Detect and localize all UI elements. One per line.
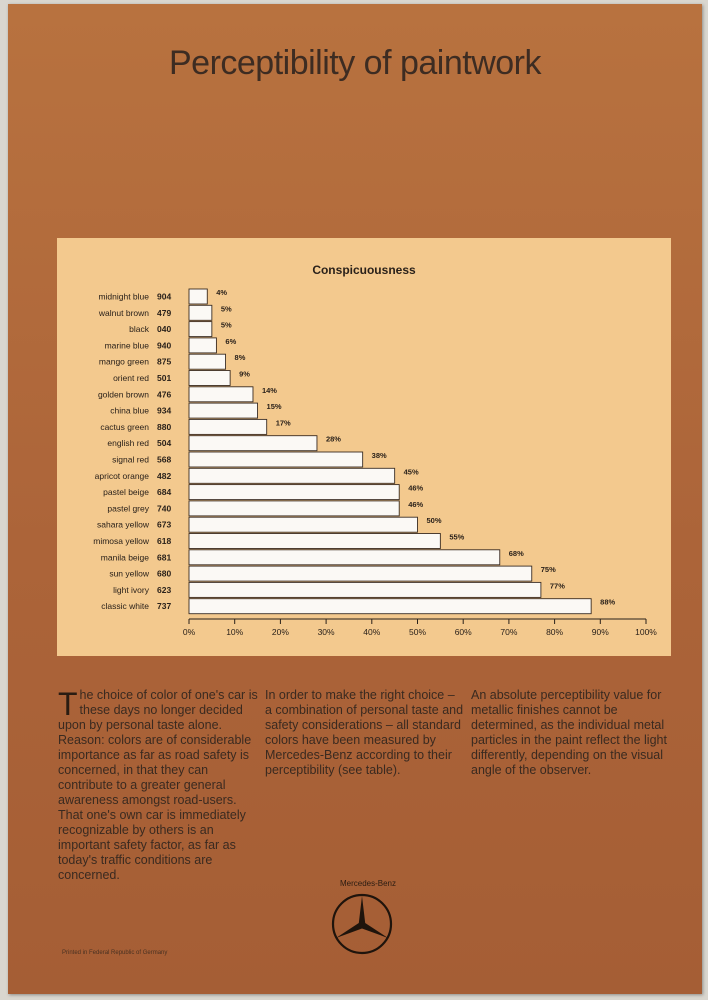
body-text-column-3 (471, 688, 671, 778)
color-code: 501 (157, 373, 172, 383)
value-label: 55% (449, 532, 465, 542)
body-text-2: In order to make the right choice – a combination of personal taste and safety considerations – all standard colors have been measured by Mercedes-Benz according to their perceptibility (see table). (265, 688, 464, 777)
bar (189, 354, 226, 369)
drop-cap: T (58, 686, 78, 722)
color-code: 737 (157, 601, 172, 612)
x-tick-label: 30% (317, 627, 335, 637)
value-label: 17% (275, 418, 291, 428)
value-label: 5% (220, 320, 232, 330)
value-label: 68% (508, 548, 524, 558)
bar (189, 419, 267, 434)
x-tick-label: 90% (591, 627, 609, 637)
category-label: manila beige (100, 552, 149, 563)
category-label: china blue (110, 405, 149, 416)
category-label: pastel grey (107, 503, 149, 514)
category-label: black (129, 324, 149, 335)
bar (189, 599, 591, 614)
value-label: 88% (600, 597, 616, 607)
category-label: classic white (101, 601, 149, 612)
brand-name: Mercedes-Benz (339, 879, 397, 888)
chart-panel (57, 238, 671, 656)
x-tick-label: 100% (635, 627, 657, 637)
x-tick-label: 80% (546, 627, 564, 637)
bar (189, 468, 395, 483)
x-tick-label: 70% (500, 627, 518, 637)
color-code: 684 (157, 487, 172, 498)
bar (189, 566, 532, 581)
value-label: 75% (540, 565, 556, 575)
category-label: orient red (113, 373, 149, 383)
value-label: 50% (426, 516, 442, 526)
bar (189, 501, 399, 516)
page-title: Perceptibility of paintwork (168, 44, 541, 82)
value-label: 14% (261, 385, 277, 395)
value-label: 15% (266, 402, 282, 412)
value-label: 5% (220, 304, 232, 314)
bar (189, 305, 212, 320)
category-label: sun yellow (109, 568, 149, 579)
bar (189, 534, 440, 549)
print-note: Printed in Federal Republic of Germany (62, 950, 168, 956)
value-label: 4% (216, 288, 228, 297)
bar (189, 289, 207, 304)
value-label: 46% (408, 483, 424, 493)
category-label: golden brown (97, 389, 149, 400)
conspicuousness-chart (57, 238, 671, 656)
value-label: 8% (234, 353, 246, 363)
color-code: 904 (157, 291, 172, 302)
bar (189, 387, 253, 402)
category-label: midnight blue (98, 291, 149, 302)
color-code: 476 (157, 389, 172, 400)
x-tick-label: 20% (271, 627, 289, 637)
bar (189, 485, 399, 500)
category-label: sahara yellow (97, 519, 149, 530)
body-text-3: An absolute perceptibility value for metallic finishes cannot be determined, as the individual metal particles in the paint reflect the light differently, depending on the visual angle of the observer. (471, 688, 667, 777)
value-label: 28% (325, 434, 341, 444)
category-label: cactus green (100, 421, 149, 432)
bar (189, 338, 216, 353)
x-tick-label: 10% (226, 627, 244, 637)
body-text-1: he choice of color of one's car is these days no longer decided upon by personal taste alone. Reason: colors are of considerable importance as far as road safety is concerned, in that they can contribute to a greater general awareness amongst road-users. That one's own car is immediately recognizable by others is an important safety factor, as far as today's traffic conditions are concerned. (58, 688, 258, 882)
value-label: 77% (549, 581, 565, 591)
value-label: 9% (239, 369, 250, 379)
color-code: 673 (157, 519, 172, 530)
category-label: signal red (112, 454, 149, 465)
body-text-column-1 (58, 688, 258, 883)
color-code: 482 (157, 470, 172, 481)
brochure-page (8, 4, 702, 994)
color-code: 875 (157, 356, 172, 367)
bar (189, 371, 230, 386)
chart-title: Conspicuousness (312, 263, 416, 277)
category-label: mimosa yellow (93, 536, 149, 546)
color-code: 680 (157, 568, 172, 579)
bar (189, 403, 258, 418)
value-label: 6% (225, 336, 237, 346)
color-code: 504 (157, 438, 172, 449)
x-tick-label: 0% (182, 627, 196, 637)
category-label: apricot orange (94, 470, 149, 481)
category-label: light ivory (113, 584, 149, 595)
body-text-column-2 (265, 688, 465, 778)
color-code: 623 (157, 584, 172, 595)
x-tick-label: 40% (363, 627, 381, 637)
category-label: walnut brown (98, 307, 149, 318)
color-code: 618 (157, 536, 172, 546)
value-label: 46% (408, 499, 424, 509)
color-code: 880 (157, 421, 172, 432)
bar (189, 582, 541, 597)
category-label: marine blue (104, 340, 149, 351)
bar (189, 517, 418, 532)
bar (189, 322, 212, 337)
value-label: 45% (403, 467, 419, 477)
category-label: english red (107, 438, 149, 449)
category-label: pastel beige (103, 487, 149, 498)
color-code: 681 (157, 552, 172, 563)
x-tick-label: 50% (408, 627, 427, 637)
color-code: 568 (157, 454, 172, 465)
mercedes-star-logo (330, 892, 394, 956)
color-code: 040 (157, 324, 172, 335)
color-code: 740 (157, 503, 172, 514)
value-label: 38% (371, 451, 387, 460)
color-code: 940 (157, 340, 172, 351)
category-label: mango green (98, 356, 149, 367)
color-code: 479 (157, 307, 172, 318)
bar (189, 436, 317, 451)
bar (189, 452, 363, 467)
x-tick-label: 60% (454, 627, 472, 637)
bar (189, 550, 500, 565)
color-code: 934 (157, 405, 172, 416)
